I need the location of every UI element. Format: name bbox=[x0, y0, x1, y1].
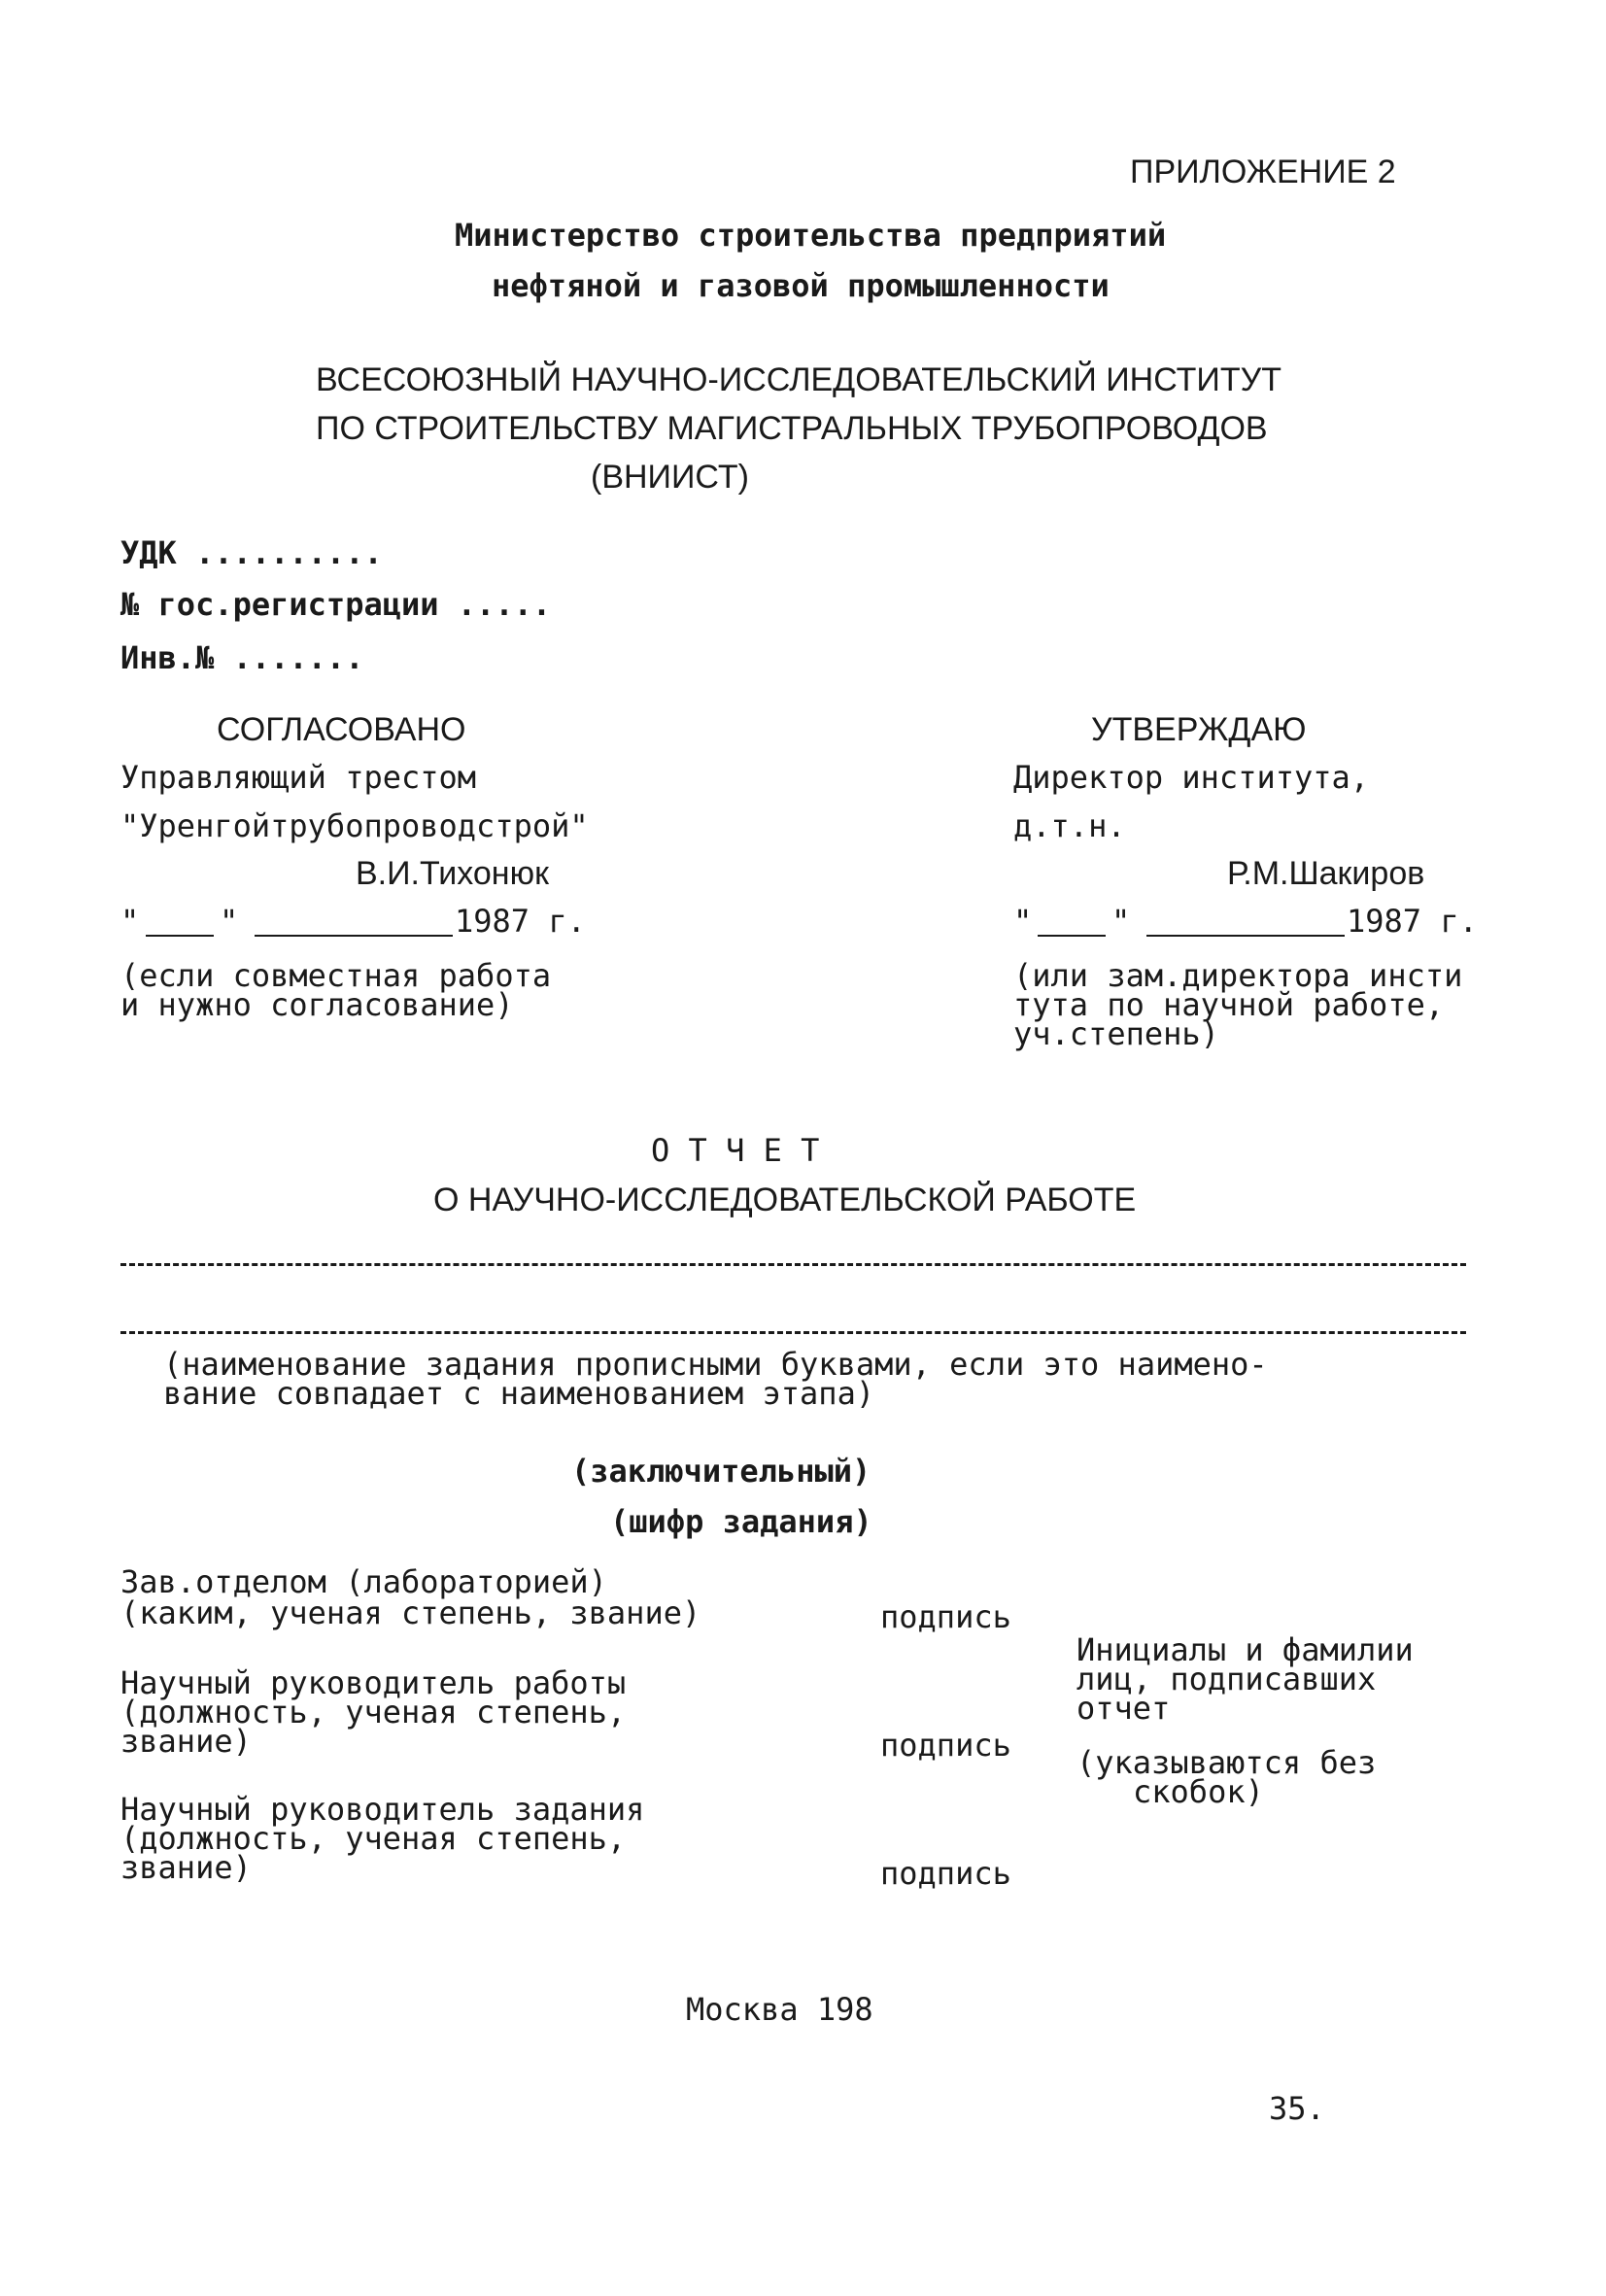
signature-1-sign: подпись bbox=[880, 1598, 1011, 1635]
report-title: О Т Ч Е Т bbox=[651, 1132, 820, 1169]
task-name-line-1 bbox=[120, 1263, 1466, 1266]
initials-note-line-3: отчет bbox=[1076, 1690, 1171, 1727]
approved-day-blank bbox=[1038, 935, 1106, 937]
agreed-date-quote-open: " bbox=[120, 903, 140, 940]
page-number: 35. bbox=[1269, 2090, 1325, 2127]
approved-note-line-2: тута по научной работе, bbox=[1013, 986, 1445, 1023]
initials-note-line-4: (указываются без bbox=[1076, 1744, 1377, 1781]
agreed-org: "Уренгойтрубопроводстрой" bbox=[120, 807, 589, 844]
agreed-note-line-2: и нужно согласование) bbox=[120, 986, 514, 1023]
task-note-line-2: вание совпадает с наименованием этапа) bbox=[163, 1375, 875, 1412]
agreed-date-quote-close: " bbox=[220, 903, 239, 940]
report-cipher: (шифр задания) bbox=[610, 1503, 872, 1540]
signature-2-sign: подпись bbox=[880, 1727, 1011, 1764]
signature-1-line-2: (каким, ученая степень, звание) bbox=[120, 1594, 701, 1631]
approved-position: Директор института, bbox=[1013, 759, 1370, 796]
appendix-label: ПРИЛОЖЕНИЕ 2 bbox=[1130, 154, 1396, 190]
approved-name: Р.М.Шакиров bbox=[1227, 855, 1425, 892]
institute-abbr: (ВНИИСТ) bbox=[591, 459, 749, 496]
agreed-heading: СОГЛАСОВАНО bbox=[217, 711, 466, 748]
agreed-year: 1987 г. bbox=[455, 903, 586, 940]
inv-field: Инв.№ ....... bbox=[120, 639, 364, 676]
signature-3-line-3: звание) bbox=[120, 1849, 252, 1886]
institute-line-1: ВСЕСОЮЗНЫЙ НАУЧНО-ИССЛЕДОВАТЕЛЬСКИЙ ИНСТИТУТ bbox=[316, 361, 1281, 398]
approved-month-blank bbox=[1146, 935, 1345, 937]
signature-2-line-3: звание) bbox=[120, 1723, 252, 1760]
signature-1-line-1: Зав.отделом (лабораторией) bbox=[120, 1563, 607, 1600]
initials-note-line-5: скобок) bbox=[1133, 1773, 1264, 1810]
udk-field: УДК .......... bbox=[120, 534, 383, 571]
agreed-name: В.И.Тихонюк bbox=[356, 855, 549, 892]
approved-heading: УТВЕРЖДАЮ bbox=[1091, 711, 1307, 748]
approved-degree: д.т.н. bbox=[1013, 807, 1126, 844]
signature-2-line-1: Научный руководитель работы bbox=[120, 1664, 627, 1701]
approved-date-quote-open: " bbox=[1013, 903, 1033, 940]
signature-3-line-1: Научный руководитель задания bbox=[120, 1791, 645, 1828]
report-subtitle: О НАУЧНО-ИССЛЕДОВАТЕЛЬСКОЙ РАБОТЕ bbox=[433, 1182, 1137, 1218]
institute-line-2: ПО СТРОИТЕЛЬСТВУ МАГИСТРАЛЬНЫХ ТРУБОПРОВОДОВ bbox=[316, 410, 1268, 447]
task-note-line-1: (наименование задания прописными буквами, если это наимено- bbox=[163, 1346, 1268, 1383]
ministry-line-2: нефтяной и газовой промышленности bbox=[492, 267, 1110, 304]
approved-note-line-3: уч.степень) bbox=[1013, 1015, 1219, 1052]
signature-3-sign: подпись bbox=[880, 1855, 1011, 1892]
ministry-line-1: Министерство строительства предприятий bbox=[455, 217, 1167, 254]
signature-2-line-2: (должность, ученая степень, bbox=[120, 1694, 627, 1731]
gos-reg-field: № гос.регистрации ..... bbox=[120, 586, 552, 623]
task-name-line-2 bbox=[120, 1331, 1466, 1334]
city-year: Москва 198 bbox=[686, 1991, 873, 2028]
initials-note-line-1: Инициалы и фамилии bbox=[1076, 1631, 1414, 1668]
signature-3-line-2: (должность, ученая степень, bbox=[120, 1820, 627, 1857]
report-stage: (заключительный) bbox=[571, 1453, 871, 1490]
approved-date-quote-close: " bbox=[1111, 903, 1131, 940]
approved-note-line-1: (или зам.директора инсти bbox=[1013, 957, 1463, 994]
agreed-day-blank bbox=[146, 935, 214, 937]
agreed-month-blank bbox=[255, 935, 453, 937]
approved-year: 1987 г. bbox=[1347, 903, 1478, 940]
agreed-position: Управляющий трестом bbox=[120, 759, 477, 796]
initials-note-line-2: лиц, подписавших bbox=[1076, 1661, 1377, 1697]
agreed-note-line-1: (если совместная работа bbox=[120, 957, 552, 994]
